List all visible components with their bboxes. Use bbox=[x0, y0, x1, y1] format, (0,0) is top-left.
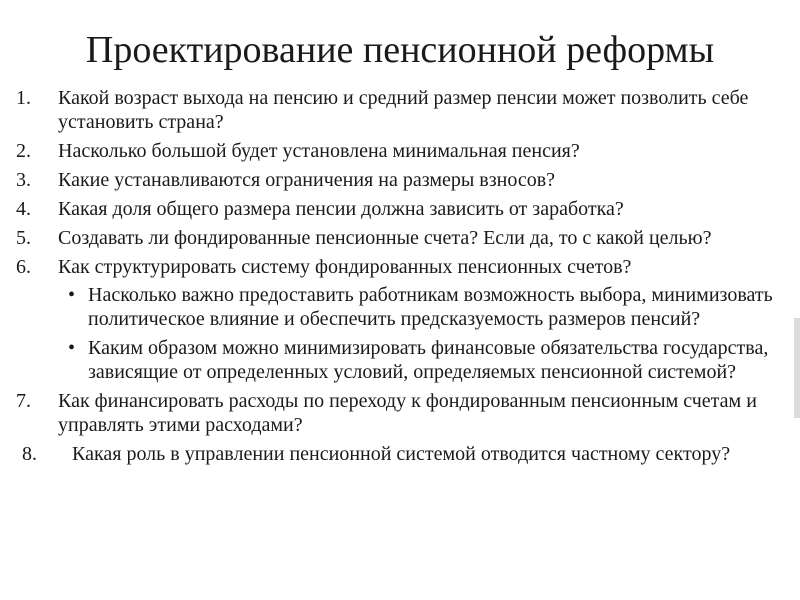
list-item-1 bbox=[16, 86, 786, 134]
questions-list bbox=[16, 86, 786, 471]
list-item-7 bbox=[16, 389, 786, 437]
sub-item-1 bbox=[58, 283, 786, 331]
list-item-5 bbox=[16, 226, 786, 250]
slide-title: Проектирование пенсионной реформы bbox=[85, 29, 715, 71]
item-number: 6. bbox=[16, 256, 31, 278]
list-item-6 bbox=[16, 255, 786, 384]
item-number: 2. bbox=[16, 140, 31, 162]
sub-item-2 bbox=[58, 336, 786, 384]
item-text: Насколько большой будет установлена минимальная пенсия? bbox=[58, 140, 580, 162]
sub-item-text: Каким образом можно минимизировать финансовые обязательства государства, зависящие от определенных условий, определяемых пенсионной системой? bbox=[88, 337, 769, 383]
item-number: 3. bbox=[16, 169, 31, 191]
item-number: 5. bbox=[16, 227, 31, 249]
item-text: Какие устанавливаются ограничения на размеры взносов? bbox=[58, 169, 556, 191]
item-number: 8. bbox=[22, 443, 37, 465]
list-item-2 bbox=[16, 139, 786, 163]
item-text: Какая доля общего размера пенсии должна зависить от заработка? bbox=[58, 198, 624, 220]
item-text: Создавать ли фондированные пенсионные счета? Если да, то с какой целью? bbox=[58, 227, 712, 249]
sub-item-text: Насколько важно предоставить работникам возможность выбора, минимизовать политическое влияние и обеспечить предсказуемость размеров пенсий? bbox=[88, 284, 773, 330]
item-text: Какая роль в управлении пенсионной системой отводится частному сектору? bbox=[72, 443, 731, 465]
item-text: Какой возраст выхода на пенсию и средний размер пенсии может позволить себе установить страна? bbox=[58, 87, 749, 133]
item-number: 1. bbox=[16, 87, 31, 109]
scrollbar-thumb[interactable] bbox=[794, 318, 800, 418]
bullet-icon: • bbox=[68, 284, 76, 306]
sub-list bbox=[58, 283, 786, 384]
item-number: 4. bbox=[16, 198, 31, 220]
item-text: Как структурировать систему фондированных пенсионных счетов? bbox=[58, 256, 632, 278]
list-item-4 bbox=[16, 197, 786, 221]
list-item-3 bbox=[16, 168, 786, 192]
item-number: 7. bbox=[16, 390, 31, 412]
item-text: Как финансировать расходы по переходу к фондированным пенсионным счетам и управлять этими расходами? bbox=[58, 390, 757, 436]
list-item-8 bbox=[16, 442, 786, 466]
bullet-icon: • bbox=[68, 337, 76, 359]
